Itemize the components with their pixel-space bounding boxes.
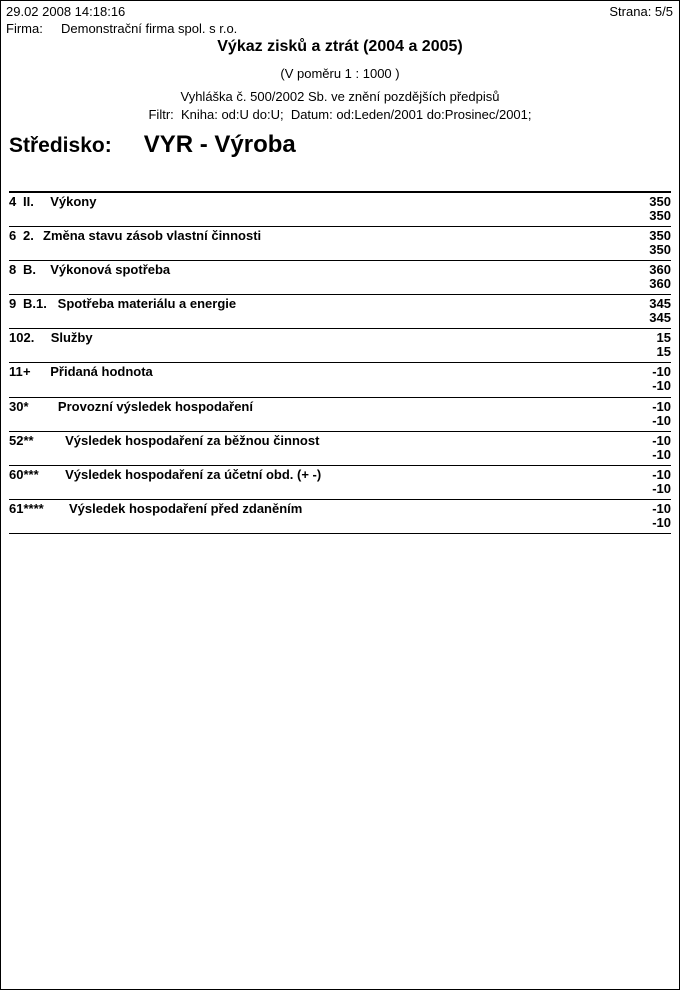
- cost-center-line: [9, 131, 296, 159]
- table-row: [9, 432, 671, 466]
- row-number: 9: [9, 296, 17, 312]
- filter-note: Filtr: Kniha: od:U do:U; Datum: od:Leden/2001 do:Prosinec/2001;: [148, 107, 532, 122]
- row-value-previous-year: -10: [652, 446, 671, 462]
- row-designation: ****: [23, 500, 44, 516]
- row-value-previous-year: -10: [652, 514, 671, 530]
- row-first-line: [9, 502, 671, 516]
- row-label: Výsledek hospodaření před zdaněním: [43, 500, 303, 516]
- company-label: Firma:: [6, 21, 43, 36]
- row-value-previous-year: 15: [656, 344, 671, 360]
- row-designation: 2.: [23, 330, 35, 346]
- row-value-previous-year: 345: [649, 310, 671, 326]
- row-first-line: [9, 263, 671, 277]
- table-row: [9, 193, 671, 227]
- regulation-note: Vyhláška č. 500/2002 Sb. ve znění pozdějších předpisů: [180, 89, 500, 104]
- row-first-line: [9, 297, 671, 311]
- report-title: Výkaz zisků a ztrát (2004 a 2005): [217, 38, 463, 55]
- print-datetime: 29.02 2008 14:18:16: [6, 4, 126, 19]
- report-table: [9, 191, 671, 534]
- cost-center-value: VYR - Výroba: [143, 131, 296, 158]
- row-value-current-year: 15: [656, 330, 671, 346]
- row-label: Výkony: [43, 194, 97, 209]
- row-label: Provozní výsledek hospodaření: [43, 398, 253, 414]
- row-label: Spotřeba materiálu a energie: [46, 296, 237, 312]
- table-row: [9, 227, 671, 261]
- row-first-line: [9, 400, 671, 414]
- row-number: 11: [9, 364, 23, 380]
- cost-center-label: Středisko:: [9, 134, 112, 157]
- ratio-note: (V poměru 1 : 1000 ): [280, 66, 400, 81]
- row-designation: **: [23, 432, 34, 448]
- row-value-current-year: 360: [649, 262, 671, 278]
- row-value-current-year: -10: [652, 466, 671, 482]
- row-first-line: [9, 229, 671, 243]
- row-designation: 2.: [23, 228, 34, 244]
- row-value-current-year: 345: [649, 296, 671, 312]
- row-designation: B.1.: [23, 296, 47, 312]
- row-number: 52: [9, 432, 24, 448]
- row-designation: *: [23, 398, 29, 414]
- row-label: Změna stavu zásob vlastní činnosti: [43, 228, 262, 244]
- table-row: [9, 261, 671, 295]
- row-label: Přidaná hodnota: [43, 364, 153, 380]
- row-number: 8: [9, 262, 17, 278]
- row-first-line: [9, 331, 671, 345]
- row-label: Výsledek hospodaření za běžnou činnost: [43, 432, 320, 448]
- row-first-line: [9, 434, 671, 448]
- row-value-current-year: -10: [652, 432, 671, 448]
- row-designation: +: [23, 364, 31, 380]
- row-value-previous-year: -10: [652, 480, 671, 496]
- row-value-current-year: -10: [652, 500, 671, 516]
- table-row: [9, 466, 671, 500]
- row-value-previous-year: 360: [649, 276, 671, 292]
- row-value-current-year: 350: [649, 228, 671, 244]
- company-line: [6, 21, 237, 36]
- row-label: Výkonová spotřeba: [43, 262, 171, 278]
- table-row: [9, 363, 671, 397]
- row-value-current-year: -10: [652, 364, 671, 380]
- row-label: Služby: [43, 330, 93, 346]
- row-value-previous-year: -10: [652, 412, 671, 428]
- top-line: [6, 4, 673, 19]
- row-number: 4: [9, 194, 17, 209]
- table-row: [9, 329, 671, 363]
- row-first-line: [9, 468, 671, 482]
- row-designation: ***: [23, 466, 39, 482]
- row-value-previous-year: 350: [649, 208, 671, 223]
- company-name: Demonstrační firma spol. s r.o.: [61, 21, 238, 36]
- row-number: 6: [9, 228, 17, 244]
- row-first-line: [9, 195, 671, 209]
- row-label: Výsledek hospodaření za účetní obd. (+ -): [43, 466, 322, 482]
- row-number: 61: [9, 500, 24, 516]
- row-designation: II.: [23, 194, 34, 209]
- table-row: [9, 398, 671, 432]
- row-value-current-year: -10: [652, 398, 671, 414]
- row-first-line: [9, 365, 671, 379]
- table-row: [9, 295, 671, 329]
- row-number: 10: [9, 330, 24, 346]
- row-value-previous-year: 350: [649, 242, 671, 258]
- row-designation: B.: [23, 262, 36, 278]
- page-number: Strana: 5/5: [609, 4, 673, 19]
- row-number: 60: [9, 466, 24, 482]
- table-row: [9, 500, 671, 534]
- row-number: 30: [9, 398, 24, 414]
- row-value-current-year: 350: [649, 194, 671, 209]
- row-value-previous-year: -10: [652, 378, 671, 394]
